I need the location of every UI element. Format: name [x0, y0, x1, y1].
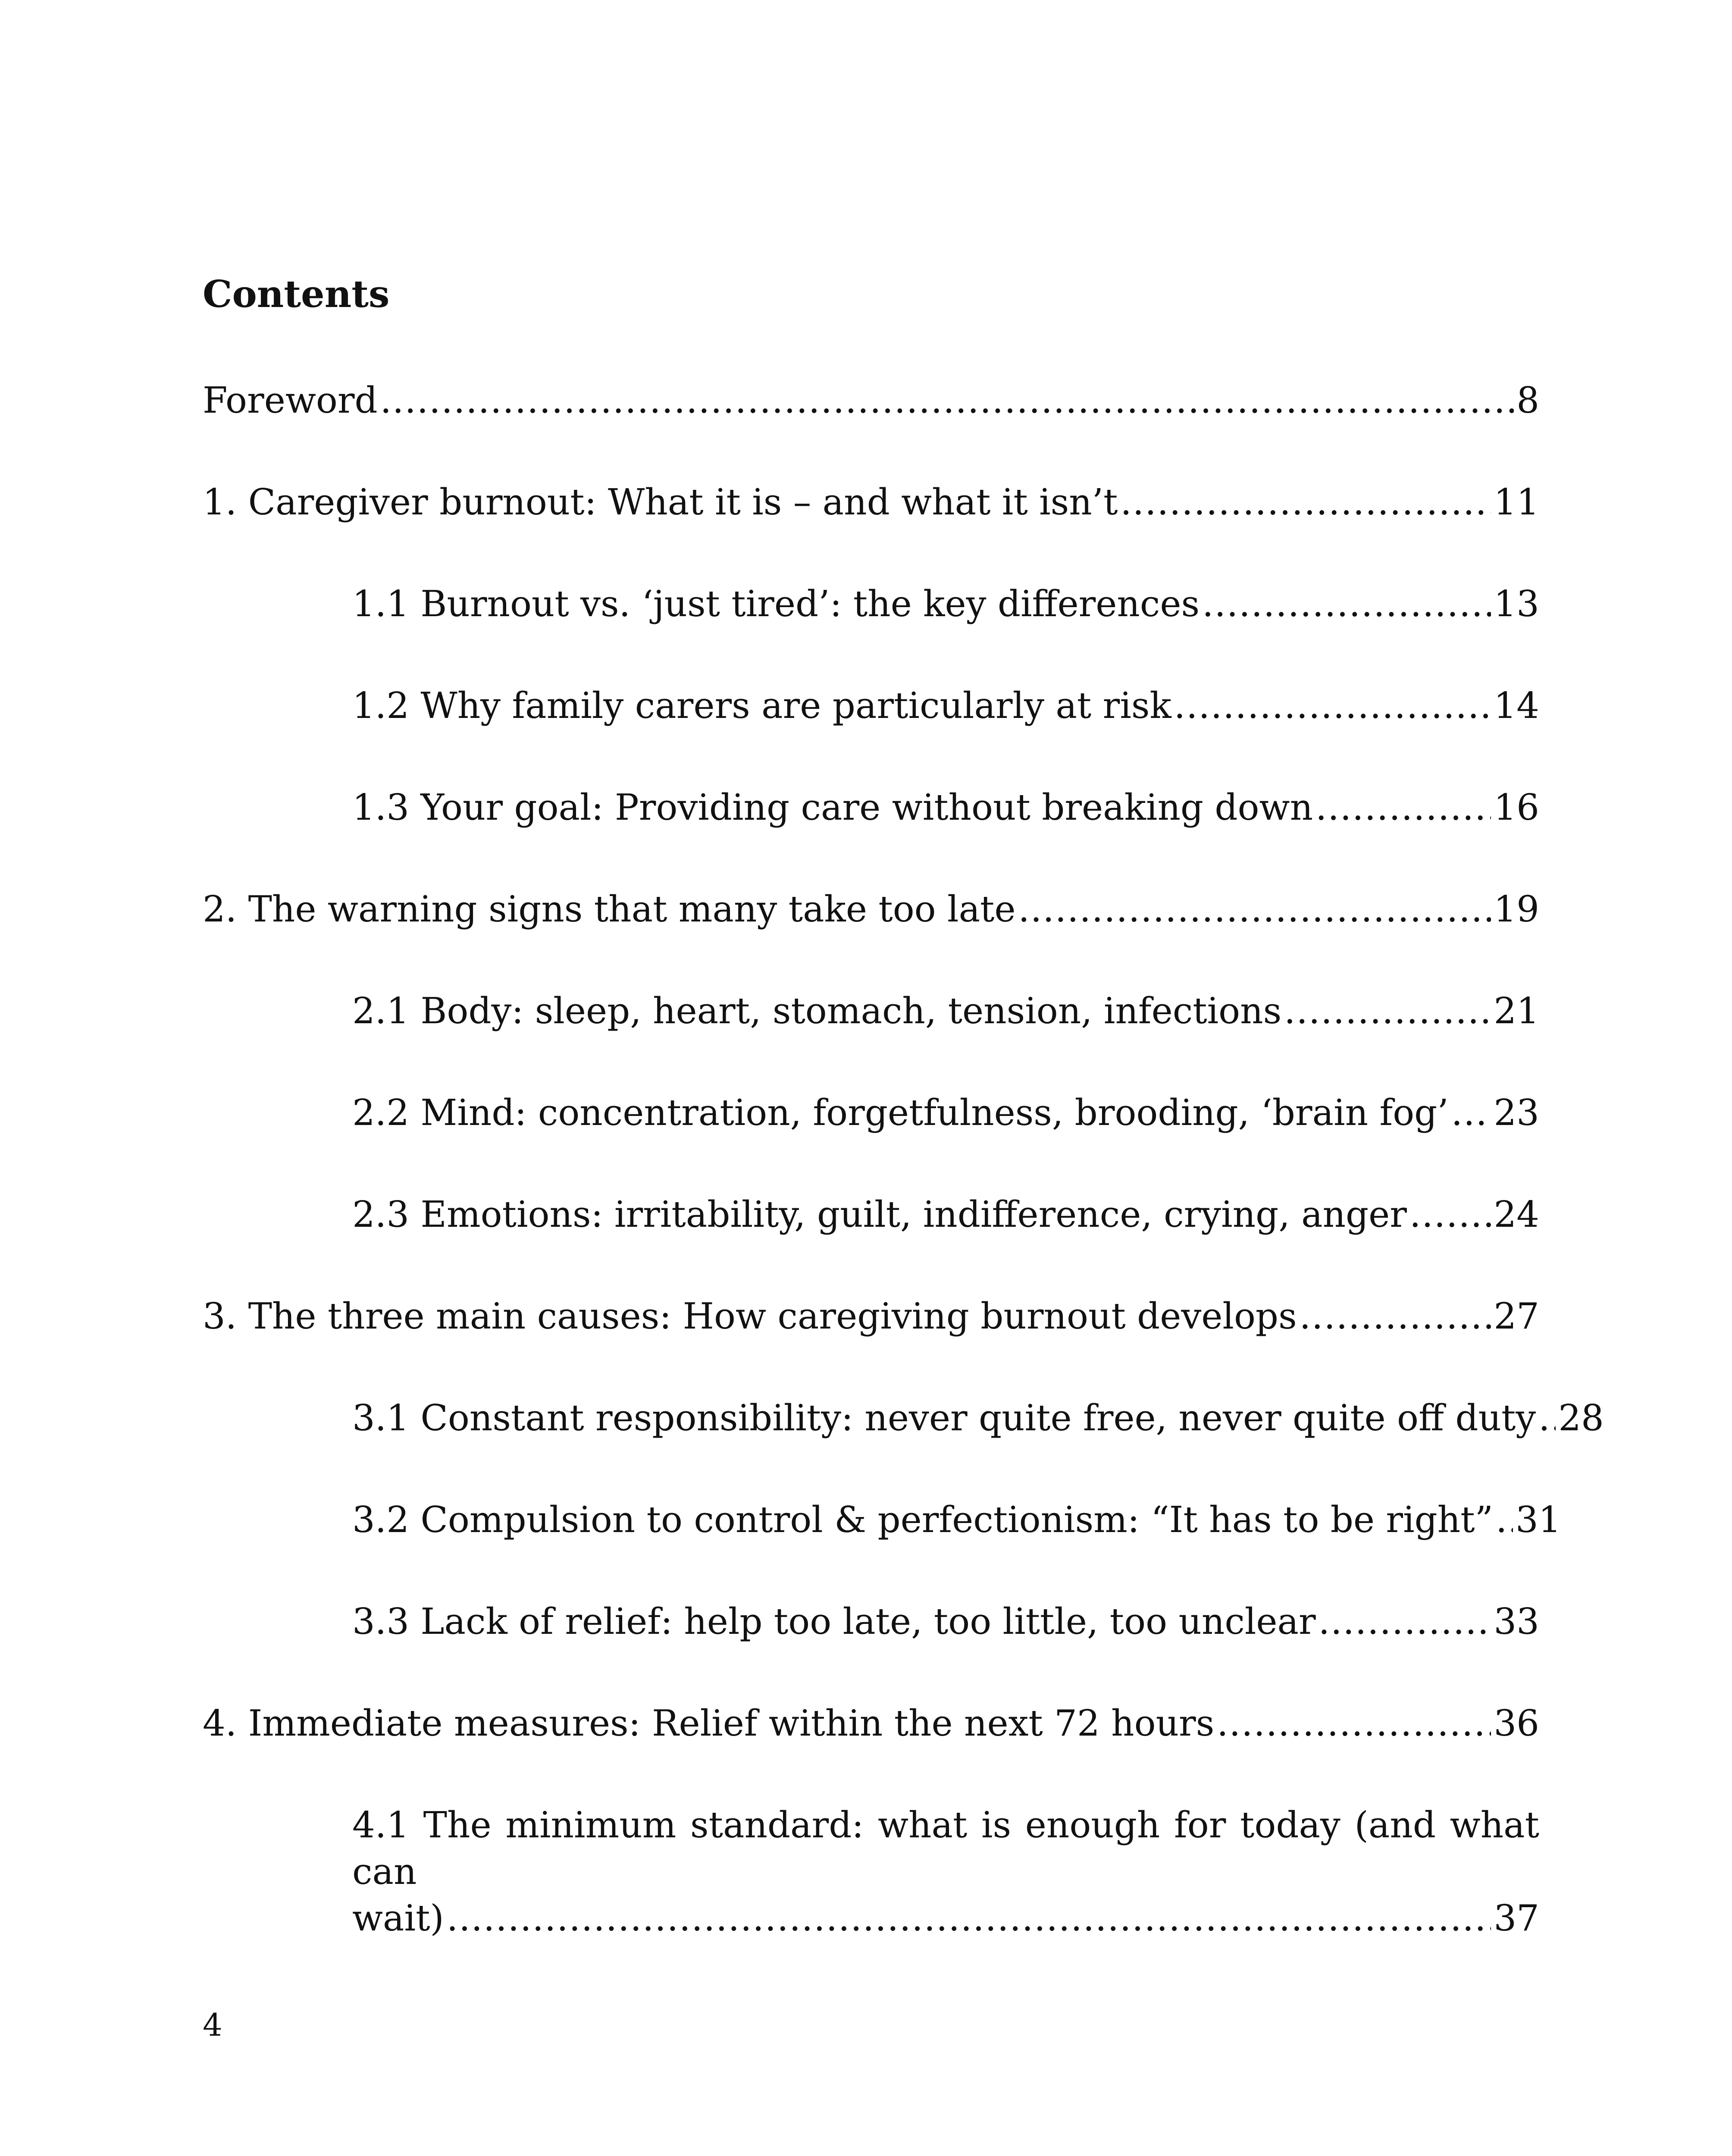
page-title: Contents: [203, 273, 390, 316]
toc-entry-chapter-2[interactable]: [203, 886, 1539, 988]
page-number: 4: [203, 2007, 222, 2043]
toc-entry-section-3-1[interactable]: [203, 1395, 1604, 1497]
toc-entry-chapter-3[interactable]: [203, 1293, 1539, 1395]
dot-leader: [1300, 1293, 1491, 1340]
dot-leader: [1496, 1497, 1513, 1543]
toc-entry-label: 2.3 Emotions: irritability, guilt, indifference, crying, anger: [352, 1194, 1407, 1235]
toc-entry-section-3-2[interactable]: [203, 1497, 1561, 1598]
toc-entry-section-2-2[interactable]: [203, 1090, 1539, 1191]
toc-entry-label-line-2: wait): [352, 1897, 444, 1939]
dot-leader: [1202, 581, 1491, 627]
toc-entry-label: 1.1 Burnout vs. ‘just tired’: the key differences: [352, 583, 1200, 625]
dot-leader: [1409, 1191, 1491, 1238]
toc-page-number: 36: [1494, 1702, 1539, 1744]
toc-entry-section-1-3[interactable]: [203, 784, 1539, 886]
toc-entry-label: 3.3 Lack of relief: help too late, too little, too unclear: [352, 1601, 1316, 1642]
dot-leader: [1174, 683, 1491, 729]
toc-page-number: 33: [1494, 1601, 1539, 1642]
toc-entry-label: 3. The three main causes: How caregiving burnout develops: [203, 1295, 1297, 1337]
toc-entry-label: 3.1 Constant responsibility: never quite free, never quite off duty: [352, 1397, 1536, 1439]
dot-leader: [1284, 988, 1491, 1034]
toc-page-number: 27: [1494, 1295, 1539, 1337]
toc-page-number: 14: [1494, 685, 1539, 727]
dot-leader: [447, 1895, 1491, 1942]
toc-page-number: 13: [1494, 583, 1539, 625]
toc-page-number: 24: [1494, 1194, 1539, 1235]
toc-entry-label: Foreword: [203, 379, 378, 421]
toc-entry-label: 1.2 Why family carers are particularly at risk: [352, 685, 1171, 727]
toc-entry-section-4-1[interactable]: [203, 1802, 1539, 1942]
toc-page-number: 28: [1558, 1397, 1604, 1439]
toc-page-number: 16: [1494, 787, 1539, 828]
toc-entry-chapter-4[interactable]: [203, 1700, 1539, 1802]
toc-entry-label: 3.2 Compulsion to control & perfectionism: “It has to be right”: [352, 1499, 1494, 1541]
table-of-contents: [203, 377, 1604, 1942]
toc-entry-label: 2.1 Body: sleep, heart, stomach, tension, infections: [352, 990, 1282, 1032]
toc-entry-chapter-1[interactable]: [203, 479, 1539, 581]
toc-page-number: 31: [1516, 1499, 1561, 1541]
toc-entry-label: 2.2 Mind: concentration, forgetfulness, brooding, ‘brain fog’: [352, 1092, 1449, 1134]
toc-entry-section-2-1[interactable]: [203, 988, 1539, 1090]
dot-leader: [380, 377, 1514, 424]
toc-page-number: 37: [1494, 1897, 1539, 1939]
toc-entry-label: 1.3 Your goal: Providing care without breaking down: [352, 787, 1313, 828]
toc-entry-section-2-3[interactable]: [203, 1191, 1539, 1293]
toc-page-number: 8: [1516, 379, 1539, 421]
toc-entry-label: 1. Caregiver burnout: What it is – and what it isn’t: [203, 481, 1118, 523]
dot-leader: [1217, 1700, 1491, 1747]
toc-entry-section-3-3[interactable]: [203, 1598, 1539, 1700]
toc-page-number: 21: [1494, 990, 1539, 1032]
dot-leader: [1451, 1090, 1491, 1136]
toc-entry-label: 2. The warning signs that many take too late: [203, 888, 1016, 930]
dot-leader: [1538, 1395, 1556, 1442]
dot-leader: [1315, 784, 1491, 831]
toc-page-number: 23: [1494, 1092, 1539, 1134]
dot-leader: [1319, 1598, 1491, 1645]
dot-leader: [1120, 479, 1491, 526]
toc-entry-label-line-1: 4.1 The minimum standard: what is enough for today (and what can: [352, 1804, 1539, 1893]
toc-entry-section-1-1[interactable]: [203, 581, 1539, 683]
toc-entry-section-1-2[interactable]: [203, 683, 1539, 784]
toc-entry-label: 4. Immediate measures: Relief within the next 72 hours: [203, 1702, 1215, 1744]
toc-page-number: 11: [1494, 481, 1539, 523]
dot-leader: [1018, 886, 1491, 933]
toc-page-number: 19: [1494, 888, 1539, 930]
toc-entry-foreword[interactable]: [203, 377, 1539, 479]
